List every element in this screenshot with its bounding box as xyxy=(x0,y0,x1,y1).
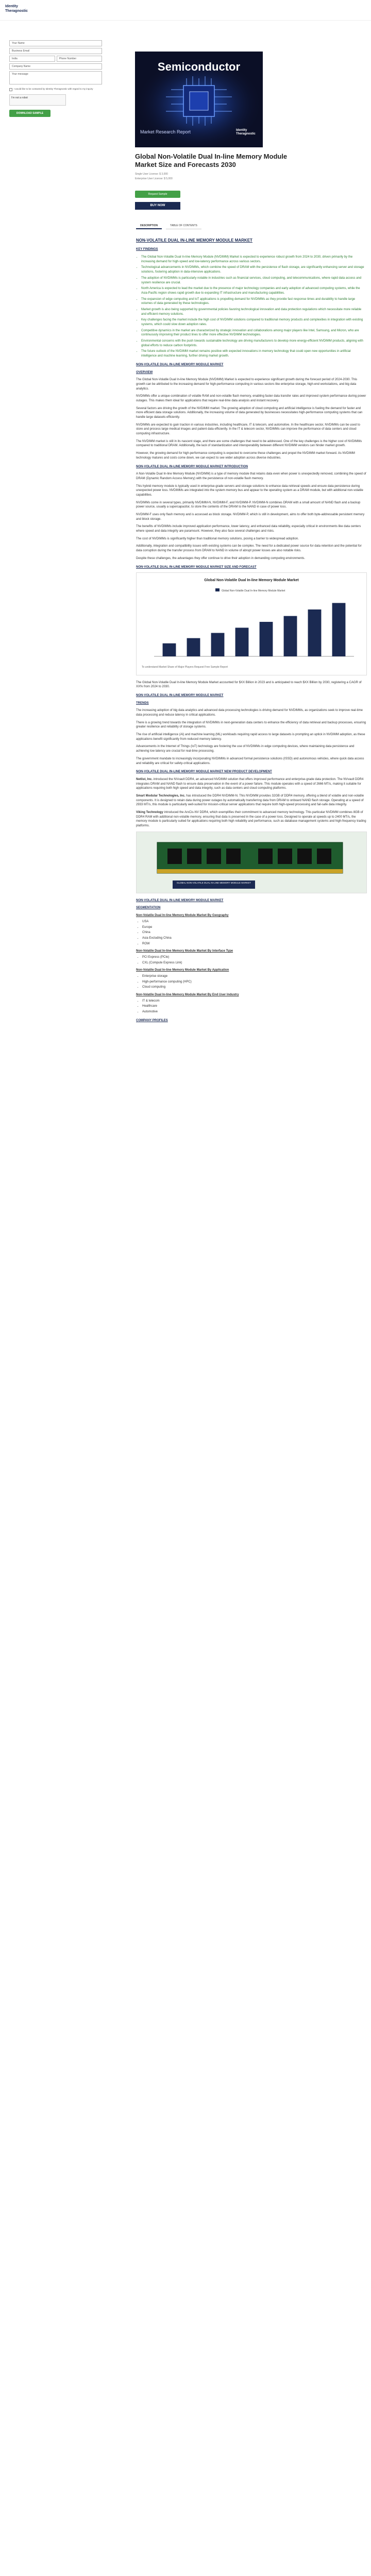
key-finding: • The expansion of edge computing and IoT applications is propelling demand for NVDIMMs as they provide fast response times and durability to handle large volumes of data generated by these technologies. xyxy=(141,297,367,306)
intro-paragraph: NVDIMM-F uses only flash memory and is accessed as block storage. NVDIMM-P, which is still in development, aims to offer both byte-addressable persistent memory and block storage. xyxy=(136,513,365,521)
key-finding: • Technological advancements in NVDIMMs, which combine the speed of DRAM with the persistence of flash storage, are significantly enhancing server and storage solutions, fostering adoption in data-intensive applications. xyxy=(141,265,367,274)
product-text: introduced the ArxCis-NV DDR4, which exemplifies their commitment to advanced memory technology. This particular NVDIMM combines 8GB of DDR4 RAM with additional non-volatile memory, ensuring that data is preserved in the case of a power loss. Designed to operate at speeds up to 2400 MT/s, the memory module is particularly suited for applications requiring both high reliability and performance, such as database management systems and high-frequency trading platforms. xyxy=(136,811,366,828)
intro-paragraph: The cost of NVDIMMs is significantly higher than traditional memory solutions, posing a barrier to widespread adoption. xyxy=(136,537,299,540)
chart-bar xyxy=(163,643,176,656)
geo-segment-list xyxy=(136,920,367,946)
intro-paragraph: This hybrid memory module is typically used in enterprise-grade servers and storage solutions to enhance data retrieval speeds and ensure data persistence during unexpected power loss. NVDIMMs are integrated into the system memory bus and appear to the operating system as a DRAM module, but with additional non-volatile capabilities. xyxy=(136,484,363,497)
report-description xyxy=(136,233,367,1026)
product-title: Global Non-Volatile Dual In-line Memory Module Market Size and Forecasts 2030 xyxy=(135,152,288,168)
market-chart xyxy=(136,572,367,675)
chart-bar xyxy=(308,609,322,656)
list-item: • High-performance computing (HPC) xyxy=(142,980,367,985)
overview-subheading: OVERVIEW xyxy=(136,370,153,374)
list-item: • PCI Express (PCIe) xyxy=(142,955,367,960)
list-item: • Enterprise storage xyxy=(142,974,367,979)
list-item: • IT & telecom xyxy=(142,999,367,1004)
key-finding: • The Global Non-Volatile Dual In-line Memory Module (NVDIMM) Market is expected to experience robust growth from 2024 to 2030, driven primarily by the increasing demand for high-speed and low-latency performance across various sectors. xyxy=(141,255,367,264)
list-item: • Cloud computing xyxy=(142,985,367,990)
overview-paragraph: NVDIMMs are expected to gain traction in various industries, including healthcare, IT & telecom, and automotive. In the healthcare sector, NVDIMMs can be used to store and process large medical images and patient data efficiently. In the IT & telecom sector, NVDIMMs can improve the performance of data centers and cloud computing infrastructure. xyxy=(136,423,360,436)
logo-text-2: Theragnostic xyxy=(5,9,28,13)
content-tabs xyxy=(136,223,234,229)
chart-bar xyxy=(332,603,346,657)
application-segment-list xyxy=(136,974,367,990)
captcha-box[interactable] xyxy=(9,94,66,106)
overview-paragraph: The NVDIMM market is still in its nascent stage, and there are some challenges that need to be addressed. One of the key challenges is the higher cost of NVDIMMs compared to traditional DRAM. Additionally, the lack of standardization and interoperability between different NVDIMM vendors can hinder market growth. xyxy=(136,439,362,448)
key-finding: • North America is expected to lead the market due to the presence of major technology companies and early adoption of advanced computing systems, while the Asia-Pacific region shows rapid growth due to expanding IT infrastructure and manufacturing capabilities. xyxy=(141,286,367,295)
image-caption: GLOBAL NON-VOLATILE DUAL IN-LINE MEMORY MODULE MARKET xyxy=(173,880,255,889)
key-findings-heading: KEY FINDINGS xyxy=(136,248,158,251)
request-sample-button[interactable]: Request Sample xyxy=(135,191,180,198)
chart-bar xyxy=(187,638,200,656)
overview-paragraph: The Global Non-Volatile Dual In-line Memory Module (NVDIMM) Market is expected to experience significant growth during the forecast period of 2024-2030. This growth can be attributed to the increasing demand for high-performance computing in various sectors like enterprise storage, high-end workstations, and big data analytics. xyxy=(136,378,358,391)
intro-paragraph: Despite these challenges, the advantages they offer continue to drive their adoption in demanding computing environments. xyxy=(136,556,306,560)
company-field[interactable]: Company Name xyxy=(9,63,102,70)
key-finding: • Key challenges facing the market include the high cost of NVDIMM solutions compared to traditional memory products and complexities in integration with existing systems, which could slow down adoption rates. xyxy=(141,318,367,327)
company-name: Netlist, Inc. xyxy=(136,777,153,781)
trend-paragraph: The rise of artificial intelligence (AI) and machine learning (ML) workloads requiring rapid access to large datasets is prompting an uptick in NVDIMM adoption, as these applications benefit significantly from reduced memory latency. xyxy=(136,733,365,741)
chart-bar xyxy=(211,633,225,656)
trend-paragraph: The government mandate to increasingly incorporating NVDIMMs in advanced formal persistence solutions (ISSD) and autonomous vehicles, where quick data access and reliability are critical for safety-critical applications. xyxy=(136,757,364,765)
chart-note: To understand Market Share of Major Players Request Free Sample Report xyxy=(142,666,228,669)
overview-heading: NON-VOLATILE DUAL IN-LINE MEMORY MODULE MARKET xyxy=(136,363,224,366)
size-forecast-heading: NON-VOLATILE DUAL IN-LINE MEMORY MODULE MARKET SIZE AND FORECAST xyxy=(136,565,257,569)
legend-label: Global Non-Volatile Dual In-line Memory Module Market xyxy=(222,589,285,593)
list-item: • China xyxy=(142,930,367,935)
bar-chart xyxy=(142,586,361,664)
cover-subtitle: Market Research Report xyxy=(140,129,191,134)
key-finding: • Competitive dynamics in the market are characterized by strategic innovation and collaborations among major players like Intel, Samsung, and Micron, who are continuously improving their product lines to offer more effective NVDIMM technologies. xyxy=(141,329,367,337)
trends-heading: NON-VOLATILE DUAL IN-LINE MEMORY MODULE MARKET xyxy=(136,693,224,697)
key-finding: • Environmental concerns with the push towards sustainable technology are driving manufacturers to develop more energy-efficient NVDIMM products, aligning with global efforts to reduce carbon footprints. xyxy=(141,339,367,348)
cover-logo xyxy=(236,129,256,135)
overview-paragraph: NVDIMMs offer a unique combination of volatile RAM and non-volatile flash memory, enabling faster data transfer rates and improved system performance during power outages. This makes them ideal for applications that require real-time data analysis and instant recovery. xyxy=(136,395,366,402)
product-paragraph xyxy=(136,794,367,807)
intro-paragraph: A Non-Volatile Dual In-line Memory Module (NVDIMM) is a type of memory module that retains data even when power is unexpectedly removed, combining the speed of DRAM (Dynamic Random Access Memory) with the persistence of non-volatile flash memory. xyxy=(136,472,366,480)
geo-segment-heading: Non-Volatile Dual In-line Memory Module Market By Geography xyxy=(136,914,229,918)
new-product-heading: NON-VOLATILE DUAL IN-LINE MEMORY MODULE MARKET NEW PRODUCT DEVELOPMENT xyxy=(136,770,272,774)
single-user-price: Single User License: $ 3,000 xyxy=(135,173,168,176)
application-segment-heading: Non-Volatile Dual In-line Memory Module Market By Application xyxy=(136,969,229,972)
end-user-segment-list xyxy=(136,999,367,1014)
segmentation-subheading: SEGMENTATION xyxy=(136,906,161,910)
trend-paragraph: The increasing adoption of big data analytics and advanced data processing technologies is driving demand for NVDIMMs, as organizations seek to improve real-time data processing and reduce latency in critical applications. xyxy=(136,709,363,717)
list-item: • Europe xyxy=(142,925,367,930)
trend-paragraph: Advancements in the Internet of Things (IoT) technology are fostering the use of NVDIMMs in edge computing devices, where maintaining data persistence and achieving low latency are crucial for real-time processing. xyxy=(136,745,355,753)
message-field[interactable]: Your message xyxy=(9,71,102,84)
key-finding: • The adoption of NVDIMMs is particularly notable in industries such as financial services, cloud computing, and telecommunications, where rapid data access and system resilience are crucial. xyxy=(141,276,367,285)
name-field[interactable]: Your Name xyxy=(9,40,102,46)
list-item: • Asia Excluding China xyxy=(142,936,367,941)
enterprise-user-price: Enterprise User License: $ 5,000 xyxy=(135,177,173,181)
memory-module-image xyxy=(136,832,367,893)
company-profiles-heading: COMPANY PROFILES xyxy=(136,1019,168,1022)
interface-segment-heading: Non-Volatile Dual In-line Memory Module Market By Interface Type xyxy=(136,950,233,953)
chart-title: Global Non-Volatile Dual In-line Memory Module Market xyxy=(204,579,299,583)
site-header xyxy=(0,0,371,21)
company-name: Smart Modular Technologies, Inc. xyxy=(136,794,185,798)
list-item: • Automotive xyxy=(142,1010,367,1014)
chart-bar xyxy=(235,628,249,657)
interface-segment-list xyxy=(136,955,367,965)
tab-table-of-contents[interactable]: TABLE OF CONTENTS xyxy=(166,223,201,229)
list-item: • CXL (Compute Express Link) xyxy=(142,961,367,965)
report-cover-image xyxy=(135,52,263,147)
introduction-heading: NON-VOLATILE DUAL IN-LINE MEMORY MODULE MARKET INTRODUCTION xyxy=(136,465,248,468)
tab-description[interactable]: DESCRIPTION xyxy=(136,223,162,229)
trend-paragraph: There is a growing trend towards the integration of NVDIMMs in next-generation data centers to enhance the efficiency of data retrieval and backup processes, ensuring greater resilience and reliability of storage systems. xyxy=(136,721,366,729)
country-select[interactable]: India xyxy=(9,56,55,62)
chart-bar xyxy=(284,616,297,656)
cover-logo-text-2: Theragnostic xyxy=(236,132,256,135)
site-logo[interactable] xyxy=(5,4,36,18)
intro-paragraph: NVDIMMs come in several types, primarily NVDIMM-N, NVDIMM-F, and NVDIMM-P. NVDIMM-N combines DRAM with a small amount of NAND flash and a backup power source, usually a supercapacitor, to store the contents of the DRAM to the NAND in case of power loss. xyxy=(136,501,361,509)
consent-text: I would like to be contacted by Identity Theragnostic with regard to my inquiry xyxy=(14,88,93,90)
product-text: has introduced the DDR4 NVDIMM-N. This NVDIMM provides 32GB of DDR4 memory, offering a blend of volatile and non-volatile components. It is designed to retain data during power outages by automatically transferring data from DRAM to onboard NAND flash storage. Operating at a speed of 2933 MT/s, this module is particularly well-suited for mission-critical server applications that require both high-speed processing and fail-safe data integrity. xyxy=(136,794,364,807)
sample-form xyxy=(9,40,102,117)
overview-paragraph: Several factors are driving the growth of the NVDIMM market. The growing adoption of cloud computing and artificial intelligence is fueling the demand for faster and more efficient data storage solutions. Additionally, the increasing volume of data generated by businesses necessitates high-performance computing systems that can handle large datasets efficiently. xyxy=(136,406,363,419)
trends-subheading: TRENDS xyxy=(136,701,149,705)
overview-paragraph: However, the growing demand for high-performance computing is expected to overcome these challenges and propel the NVDIMM market forward. As NVDIMM technology matures and costs come down, we can expect to see wider adoption across diverse industries. xyxy=(136,452,355,460)
email-field[interactable]: Business Email xyxy=(9,48,102,54)
buy-now-button[interactable]: BUY NOW xyxy=(135,202,180,210)
consent-checkbox[interactable] xyxy=(9,88,12,91)
product-info xyxy=(135,152,290,182)
logo-text-1: Identity xyxy=(5,5,18,8)
legend-swatch xyxy=(215,588,220,591)
download-sample-button[interactable]: DOWNLOAD SAMPLE xyxy=(9,110,50,117)
main-heading: NON-VOLATILE DUAL IN-LINE MEMORY MODULE MARKET xyxy=(136,238,252,243)
license-prices xyxy=(135,173,290,181)
consent-row xyxy=(9,88,102,91)
cover-logo-text-1: Identity xyxy=(236,129,247,132)
key-finding: • Market growth is also being supported by governmental policies favoring technological innovation and data protection regulations which necessitate more reliable and efficient memory solutions. xyxy=(141,308,367,316)
key-finding: • The future outlook of the NVDIMM market remains positive with expected innovations in memory technology that could open new opportunities in artificial intelligence and machine learning, further driving market growth. xyxy=(141,349,367,358)
list-item: • USA xyxy=(142,920,367,924)
list-item: • Healthcare xyxy=(142,1004,367,1009)
product-text: introduced the NVvault DDR4, an advanced NVDIMM solution that offers improved performance and enterprise-grade data protection. The NVvault DDR4 integrates DRAM and NAND flash to ensure data preservation in the event of a power failure. This module operates with a speed of 2666 MT/s, making it suitable for applications requiring both high speed and data integrity, such as data centers and cloud computing platforms. xyxy=(136,777,364,790)
captcha-text: I'm not a robot xyxy=(11,96,28,99)
cover-title: Semiconductor xyxy=(157,60,241,73)
end-user-segment-heading: Non-Volatile Dual In-line Memory Module Market By End User Industry xyxy=(136,993,239,997)
intro-paragraph: Additionally, integration and compatibility issues with existing systems can be complex. The need for a dedicated power source for data retention and the potential for data corruption during the transfer process from DRAM to NAND in volume of abrupt power losses are also notable risks. xyxy=(136,545,362,553)
key-findings-list xyxy=(136,255,367,359)
company-name: Viking Technology xyxy=(136,811,163,815)
chart-bar xyxy=(260,622,273,656)
product-paragraph xyxy=(136,810,367,828)
size-paragraph: The Global Non-Volatile Dual In-line Memory Module Market accounted for $XX Billion in 2023 and is anticipated to reach $XX Billion by 2030, registering a CAGR of XX% from 2024 to 2030. xyxy=(136,681,362,689)
list-item: • ROW xyxy=(142,942,367,946)
intro-paragraph: The benefits of NVDIMMs include improved application performance, lower latency, and enhanced data reliability, especially critical in environments like data centers where speed and data integrity are paramount. However, they also face several challenges and risks. xyxy=(136,525,361,533)
product-paragraph xyxy=(136,777,367,791)
segmentation-heading: NON-VOLATILE DUAL IN-LINE MEMORY MODULE MARKET xyxy=(136,899,224,902)
phone-field[interactable]: Phone Number xyxy=(57,56,103,62)
